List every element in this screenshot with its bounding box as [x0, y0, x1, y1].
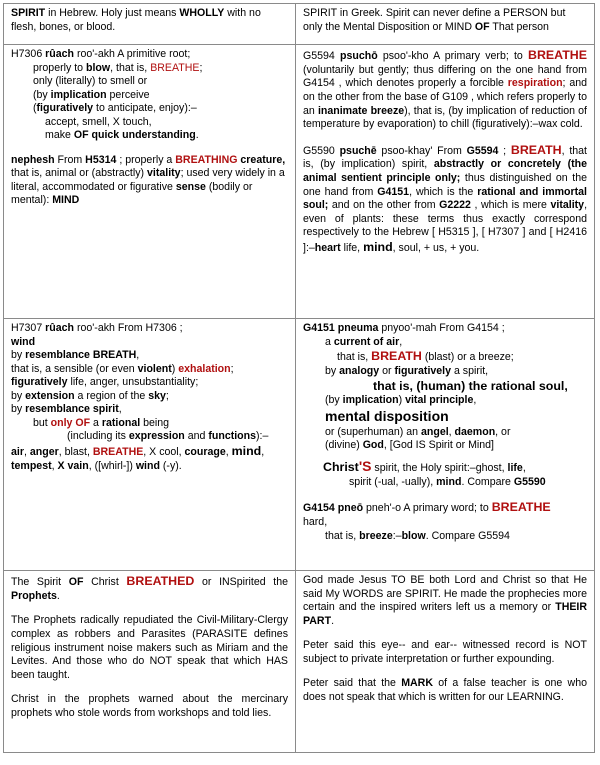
table-row — [4, 45, 595, 319]
entry-line: (by implication perceive — [33, 88, 150, 101]
entry-g4151-g4154 — [296, 319, 595, 571]
entry-line: accept, smell, X touch, — [45, 115, 152, 128]
commentary-paragraph: The Prophets radically repudiated the Civil-Military-Clergy complex as robbers and Parasites (PARASITE defines religious instrument noise makers such as Miriam and the Levites. And those who do NOT speak that which HAS been taught. — [11, 614, 288, 681]
prophets-commentary — [4, 571, 296, 753]
commentary-paragraph: Christ in the prophets warned about the mercinary prophets who stole words from workshops and told lies. — [11, 693, 288, 719]
greek-spirit-intro: SPIRIT in Greek. Spirit can never define a PERSON but only the Mental Disposition or MIND OF That person — [303, 7, 566, 33]
entry-line: a current of air, — [325, 335, 403, 348]
entry-line: G4154 pneō pneh'-o A primary word; to BREATHE — [303, 500, 551, 515]
entry-line: (by implication) vital principle, — [325, 394, 477, 407]
entry-line: that is, a sensible (or even violent) exhalation; — [11, 362, 234, 375]
entry-nephesh: nephesh From H5314 ; properly a BREATHING creature, that is, animal or (abstractly) vitality; used very widely in a literal, accommodated or figurative sense (bodily or mental): MIND — [11, 153, 286, 207]
entry-h7307 — [4, 319, 296, 571]
entry-line: by extension a region of the sky; — [11, 389, 169, 402]
greek-spirit-header — [296, 4, 595, 45]
entry-line: that is, BREATH (blast) or a breeze; — [337, 349, 514, 364]
entry-line: (including its expression and functions):– — [67, 430, 269, 443]
commentary-paragraph: The Spirit OF Christ BREATHED or INSpirited the Prophets. — [11, 574, 288, 602]
entry-line: spirit (-ual, -ually), mind. Compare G5590 — [349, 475, 546, 488]
hebrew-spirit-intro: SPIRIT in Hebrew. Holy just means WHOLLY with no flesh, bones, or blood. — [11, 7, 261, 33]
entry-line: (figuratively to anticipate, enjoy):– — [33, 102, 197, 115]
entry-line: (divine) God, [God IS Spirit or Mind] — [325, 439, 494, 452]
peter-commentary — [296, 571, 595, 753]
entry-h7306-nephesh — [4, 45, 296, 319]
commentary-paragraph: God made Jesus TO BE both Lord and Christ so that He said My WORDS are SPIRIT. He made the prophecies more certain and the inspired writers left us a memory or THEIR PART. — [303, 574, 587, 627]
entry-line: by analogy or figuratively a spirit, — [325, 364, 489, 377]
entry-line: H7306 rûach roo'-akh A primitive root; — [11, 48, 191, 60]
entry-line: air, anger, blast, BREATHE, X cool, courage, mind, — [11, 443, 265, 458]
table-row — [4, 319, 595, 571]
entry-line: wind — [11, 335, 36, 348]
entry-line: that is, (human) the rational soul, — [373, 378, 568, 393]
table-row — [4, 4, 595, 45]
entry-line: mental disposition — [325, 407, 449, 424]
hebrew-spirit-header — [4, 4, 296, 45]
entry-g5594-g5590 — [296, 45, 595, 319]
entry-g5594: G5594 psuchō psoo'-kho A primary verb; to BREATHE (voluntarily but gently; thus differing on the one hand from G4154 , which denotes properly a forcible respiration; and on the other from the base of G109 , which refers properly to an inanimate breeze), that is, (by implication of reduction of temperature by evaporation) to chill (figuratively):–wax cold. — [303, 48, 588, 131]
entry-line: by resemblance spirit, — [11, 403, 122, 416]
entry-line: H7307 rûach roo'-akh From H7306 ; — [11, 322, 183, 334]
commentary-paragraph: Peter said that the MARK of a false teacher is one who does not speak that which is written for our LEARNING. — [303, 677, 587, 703]
definition-table — [3, 3, 595, 753]
entry-line: tempest, X vain, ([whirl-]) wind (-y). — [11, 459, 182, 472]
entry-line: properly to blow, that is, BREATHE; — [33, 61, 203, 74]
table-row — [4, 571, 595, 753]
entry-line: make OF quick understanding. — [45, 129, 199, 142]
commentary-paragraph: Peter said this eye-- and ear-- witnessed record is NOT subject to private interpretation or further expounding. — [303, 639, 587, 665]
entry-line: that is, breeze:–blow. Compare G5594 — [325, 529, 510, 542]
entry-line: but only OF a rational being — [33, 416, 170, 429]
entry-line: only (literally) to smell or — [33, 75, 148, 88]
entry-g5590: G5590 psuchē psoo-khay' From G5594 ; BREATH, that is, (by implication) spirit, abstractly or concretely (the animal sentient principle only; thus distinguished on the one hand from G4151, which is the rational and immortal soul; and on the other from G2222 , which is mere vitality, even of plants: these terms thus exactly correspond respectively to the Hebrew [ H5315 ], [ H7307 ] and [ H2416 ]:–heart life, mind, soul, + us, + you. — [303, 142, 588, 254]
entry-line: hard, — [303, 516, 328, 529]
entry-line: or (superhuman) an angel, daemon, or — [325, 425, 511, 438]
entry-line: Christ'S spirit, the Holy spirit:–ghost, life, — [323, 457, 526, 474]
entry-line: by resemblance BREATH, — [11, 349, 140, 362]
entry-line: figuratively life, anger, unsubstantiality; — [11, 376, 199, 389]
entry-line: G4151 pneuma pnyoo'-mah From G4154 ; — [303, 322, 505, 334]
